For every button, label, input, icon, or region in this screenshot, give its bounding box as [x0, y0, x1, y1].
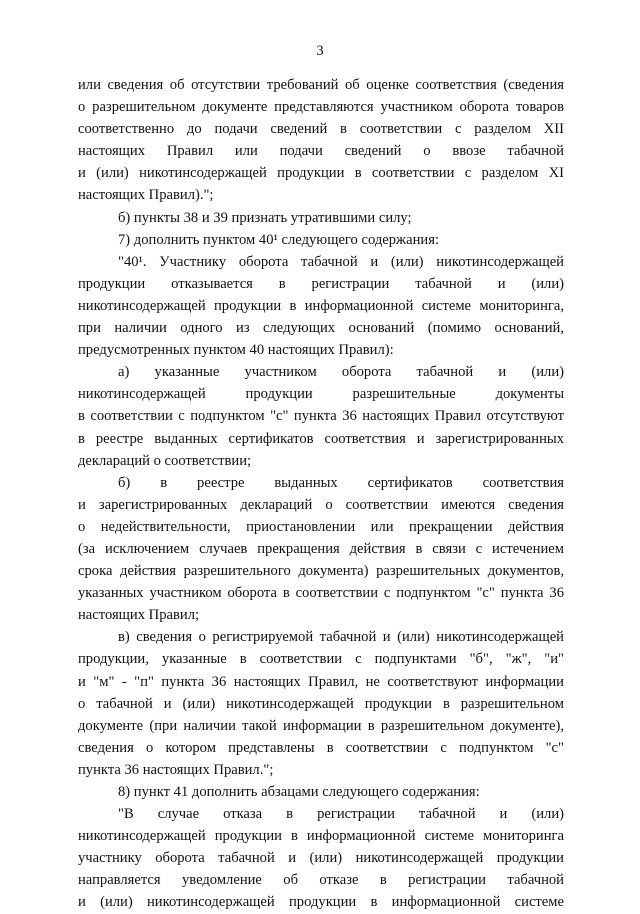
text-line: участнику оборота табачной и (или) никотинсодержащей продукции — [78, 850, 564, 867]
text-line: и (или) никотинсодержащей продукции в соответствии с разделом XI — [78, 165, 564, 182]
text-line: 8) пункт 41 дополнить абзацами следующего содержания: — [118, 784, 480, 800]
text-line: продукции отказывается в регистрации табачной и (или) — [78, 275, 564, 292]
text-line: б) в реестре выданных сертификатов соответствия — [118, 474, 564, 491]
text-line: а) указанные участником оборота табачной и (или) — [118, 364, 564, 381]
text-line: б) пункты 38 и 39 признать утратившими силу; — [118, 209, 412, 226]
text-line: направляется уведомление об отказе в регистрации табачной — [78, 872, 564, 889]
text-line: настоящих Правил или подачи сведений о ввозе табачной — [78, 143, 564, 160]
text-line: никотинсодержащей продукции в информационной системе мониторинга — [78, 828, 564, 845]
text-line: и зарегистрированных деклараций о соответствии имеются сведения — [78, 496, 564, 513]
text-line: настоящих Правил; — [78, 607, 200, 624]
text-line: никотинсодержащей продукции разрешительные документы — [78, 386, 564, 403]
text-line: в реестре выданных сертификатов соответствия и зарегистрированных — [78, 430, 564, 447]
text-line: "40¹. Участнику оборота табачной и (или) никотинсодержащей — [118, 253, 564, 270]
text-line: документе (при наличии такой информации в разрешительном документе), — [78, 717, 564, 734]
text-line: или сведения об отсутствии требований об оценке соответствия (сведения — [78, 77, 564, 93]
text-line: никотинсодержащей продукции в информационной системе мониторинга, — [78, 297, 564, 314]
text-line: и (или) никотинсодержащей продукции в информационной системе — [78, 894, 564, 911]
body-text — [78, 74, 564, 914]
text-line: в соответствии с подпунктом "с" пункта 36 настоящих Правил отсутствуют — [78, 408, 564, 425]
text-line: продукции, указанные в соответствии с подпунктами "б", "ж", "и" — [78, 651, 564, 668]
text-line: 7) дополнить пунктом 40¹ следующего содержания: — [118, 231, 439, 248]
text-line: предусмотренных пунктом 40 настоящих Правил): — [78, 342, 394, 359]
text-line: сведения о котором представлены в соответствии с подпунктом "с" — [78, 739, 564, 756]
text-line: и "м" - "п" пункта 36 настоящих Правил, не соответствуют информации — [78, 673, 564, 690]
text-line: указанных участником оборота в соответствии с подпунктом "с" пункта 36 — [78, 585, 564, 602]
text-line: о разрешительном документе представляются участником оборота товаров — [78, 99, 564, 116]
text-line: настоящих Правил)."; — [78, 187, 214, 204]
text-line: (за исключением случаев прекращения действия в связи с истечением — [78, 540, 564, 557]
text-line: о табачной и (или) никотинсодержащей продукции в разрешительном — [78, 695, 564, 712]
text-line: деклараций о соответствии; — [78, 452, 252, 469]
text-line: соответственно до подачи сведений в соответствии с разделом XII — [78, 121, 564, 138]
text-line: срока действия разрешительного документа) разрешительных документов, — [78, 563, 564, 580]
text-line: при наличии одного из следующих оснований (помимо оснований, — [78, 320, 564, 337]
text-line: о недействительности, приостановлении или прекращении действия — [78, 518, 564, 535]
text-line: в) сведения о регистрируемой табачной и (или) никотинсодержащей — [118, 629, 564, 646]
text-line: пункта 36 настоящих Правил."; — [78, 761, 274, 778]
page-number: 3 — [316, 43, 324, 59]
text-line: "В случае отказа в регистрации табачной и (или) — [118, 806, 564, 823]
